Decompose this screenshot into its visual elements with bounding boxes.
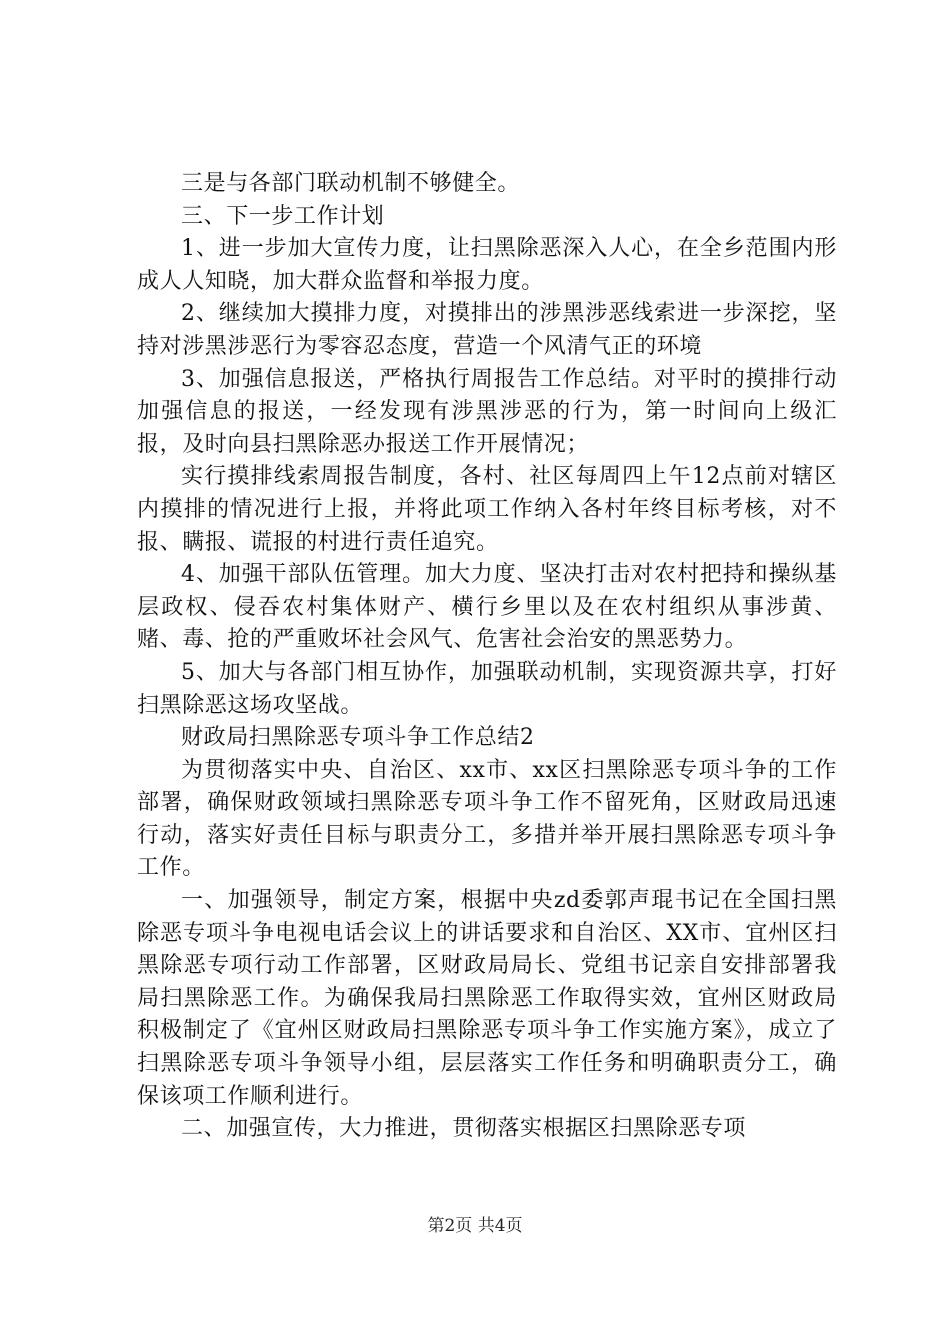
- paragraph-weekly-report: 实行摸排线索周报告制度，各村、社区每周四上午12点前对辖区内摸排的情况进行上报，并将此项工作纳入各村年终目标考核，对不报、瞒报、谎报的村进行责任追究。: [137, 464, 837, 555]
- paragraph-1: 三是与各部门联动机制不够健全。: [181, 171, 521, 196]
- paragraph-plan-4: 4、加强干部队伍管理。加大力度、坚决打击对农村把持和操纵基层政权、侵吞农村集体财产、横行乡里以及在农村组织从事涉黄、赌、毒、抢的严重败坏社会风气、危害社会治安的黑恶势力。: [137, 562, 837, 653]
- paragraph-plan-1: 1、进一步加大宣传力度，让扫黑除恶深入人心，在全乡范围内形成人人知晓，加大群众监督和举报力度。: [137, 236, 837, 294]
- page-number-footer: 第2页 共4页: [427, 1216, 523, 1236]
- paragraph-plan-2: 2、继续加大摸排力度，对摸排出的涉黑涉恶线索进一步深挖，坚持对涉黑涉恶行为零容忍态度，营造一个风清气正的环境: [137, 301, 837, 359]
- section-title-summary-2: 财政局扫黑除恶专项斗争工作总结2: [181, 725, 535, 751]
- paragraph-intro: 为贯彻落实中央、自治区、xx市、xx区扫黑除恶专项斗争的工作部署，确保财政领域扫黑除恶专项斗争工作不留死角，区财政局迅速行动，落实好责任目标与职责分工，多措并举开展扫黑除恶专项斗争工作。: [137, 757, 837, 881]
- section-heading-next-steps: 三、下一步工作计划: [181, 203, 385, 229]
- paragraph-plan-3: 3、加强信息报送，严格执行周报告工作总结。对平时的摸排行动加强信息的报送，一经发现有涉黑涉恶的行为，第一时间向上级汇报，及时向县扫黑除恶办报送工作开展情况；: [137, 366, 837, 457]
- paragraph-plan-5: 5、加大与各部门相互协作，加强联动机制，实现资源共享，打好扫黑除恶这场攻坚战。: [137, 659, 837, 718]
- paragraph-publicity: 二、加强宣传，大力推进，贯彻落实根据区扫黑除恶专项: [181, 1116, 747, 1142]
- paragraph-leadership: 一、加强领导，制定方案，根据中央zd委郭声琨书记在全国扫黑除恶专项斗争电视电话会议上的讲话要求和自治区、XX市、宜州区扫黑除恶专项行动工作部署，区财政局局长、党组书记亲自安排部署我局扫黑除恶工作。为确保我局扫黑除恶工作取得实效，宜州区财政局积极制定了《宜州区财政局扫黑除恶专项斗争工作实施方案》，成立了扫黑除恶专项斗争领导小组，层层落实工作任务和明确职责分工，确保该项工作顺利进行。: [137, 888, 837, 1109]
- document-body: [137, 168, 837, 1146]
